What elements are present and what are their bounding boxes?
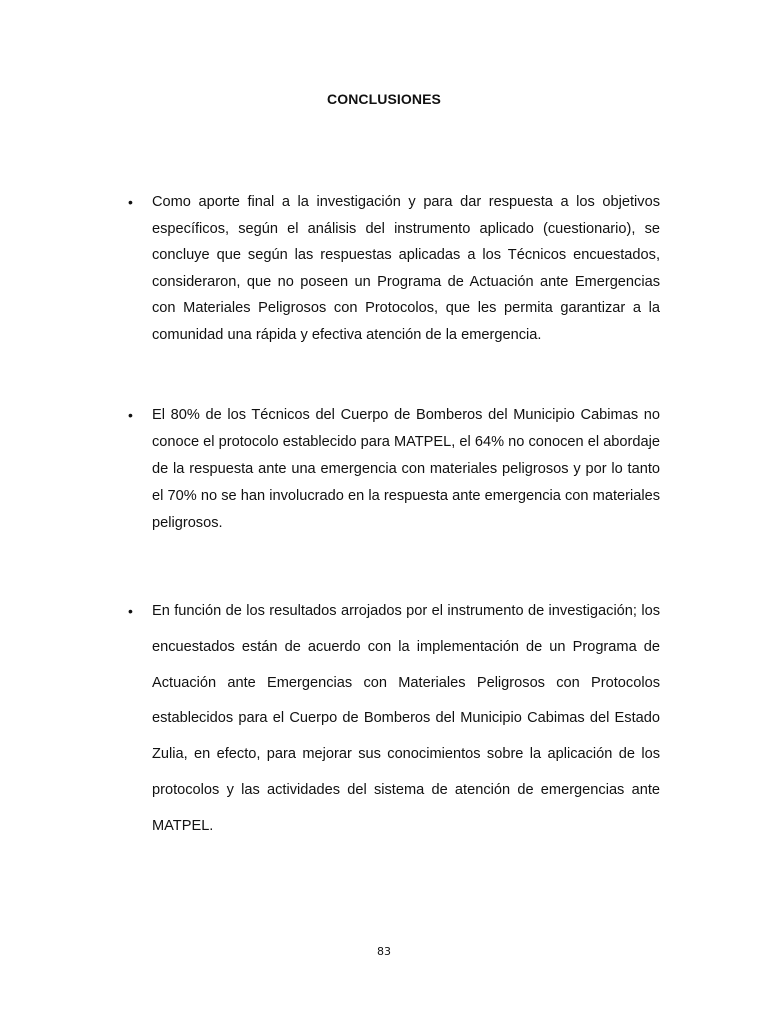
bullet-icon: • [128,407,133,423]
page-title: CONCLUSIONES [327,91,441,107]
conclusion-item-1 [128,189,660,349]
bullet-icon: • [128,194,133,210]
conclusion-text-1: Como aporte final a la investigación y para dar respuesta a los objetivos específicos, según el análisis del instrumento aplicado (cuestionario), se concluye que según las respuestas aplicadas a los Técnicos encuestados, consideraron, que no poseen un Programa de Actuación ante Emergencias con Materiales Peligrosos con Protocolos, que les permita garantizar a la comunidad una rápida y efectiva atención de la emergencia. [152,194,660,343]
page-number: 83 [377,945,391,958]
conclusion-item-3 [128,594,660,845]
conclusion-text-2: El 80% de los Técnicos del Cuerpo de Bomberos del Municipio Cabimas no conoce el protocolo establecido para MATPEL, el 64% no conocen el abordaje de la respuesta ante una emergencia con materiales peligrosos y por lo tanto el 70% no se han involucrado en la respuesta ante emergencia con materiales peligrosos. [152,407,660,531]
conclusion-item-2 [128,402,660,537]
conclusion-text-3: En función de los resultados arrojados por el instrumento de investigación; los encuestados están de acuerdo con la implementación de un Programa de Actuación ante Emergencias con Materiales Peligrosos con Protocolos establecidos para el Cuerpo de Bomberos del Municipio Cabimas del Estado Zulia, en efecto, para mejorar sus conocimientos sobre la aplicación de los protocolos y las actividades del sistema de atención de emergencias ante MATPEL. [152,603,660,834]
bullet-icon: • [128,603,133,619]
